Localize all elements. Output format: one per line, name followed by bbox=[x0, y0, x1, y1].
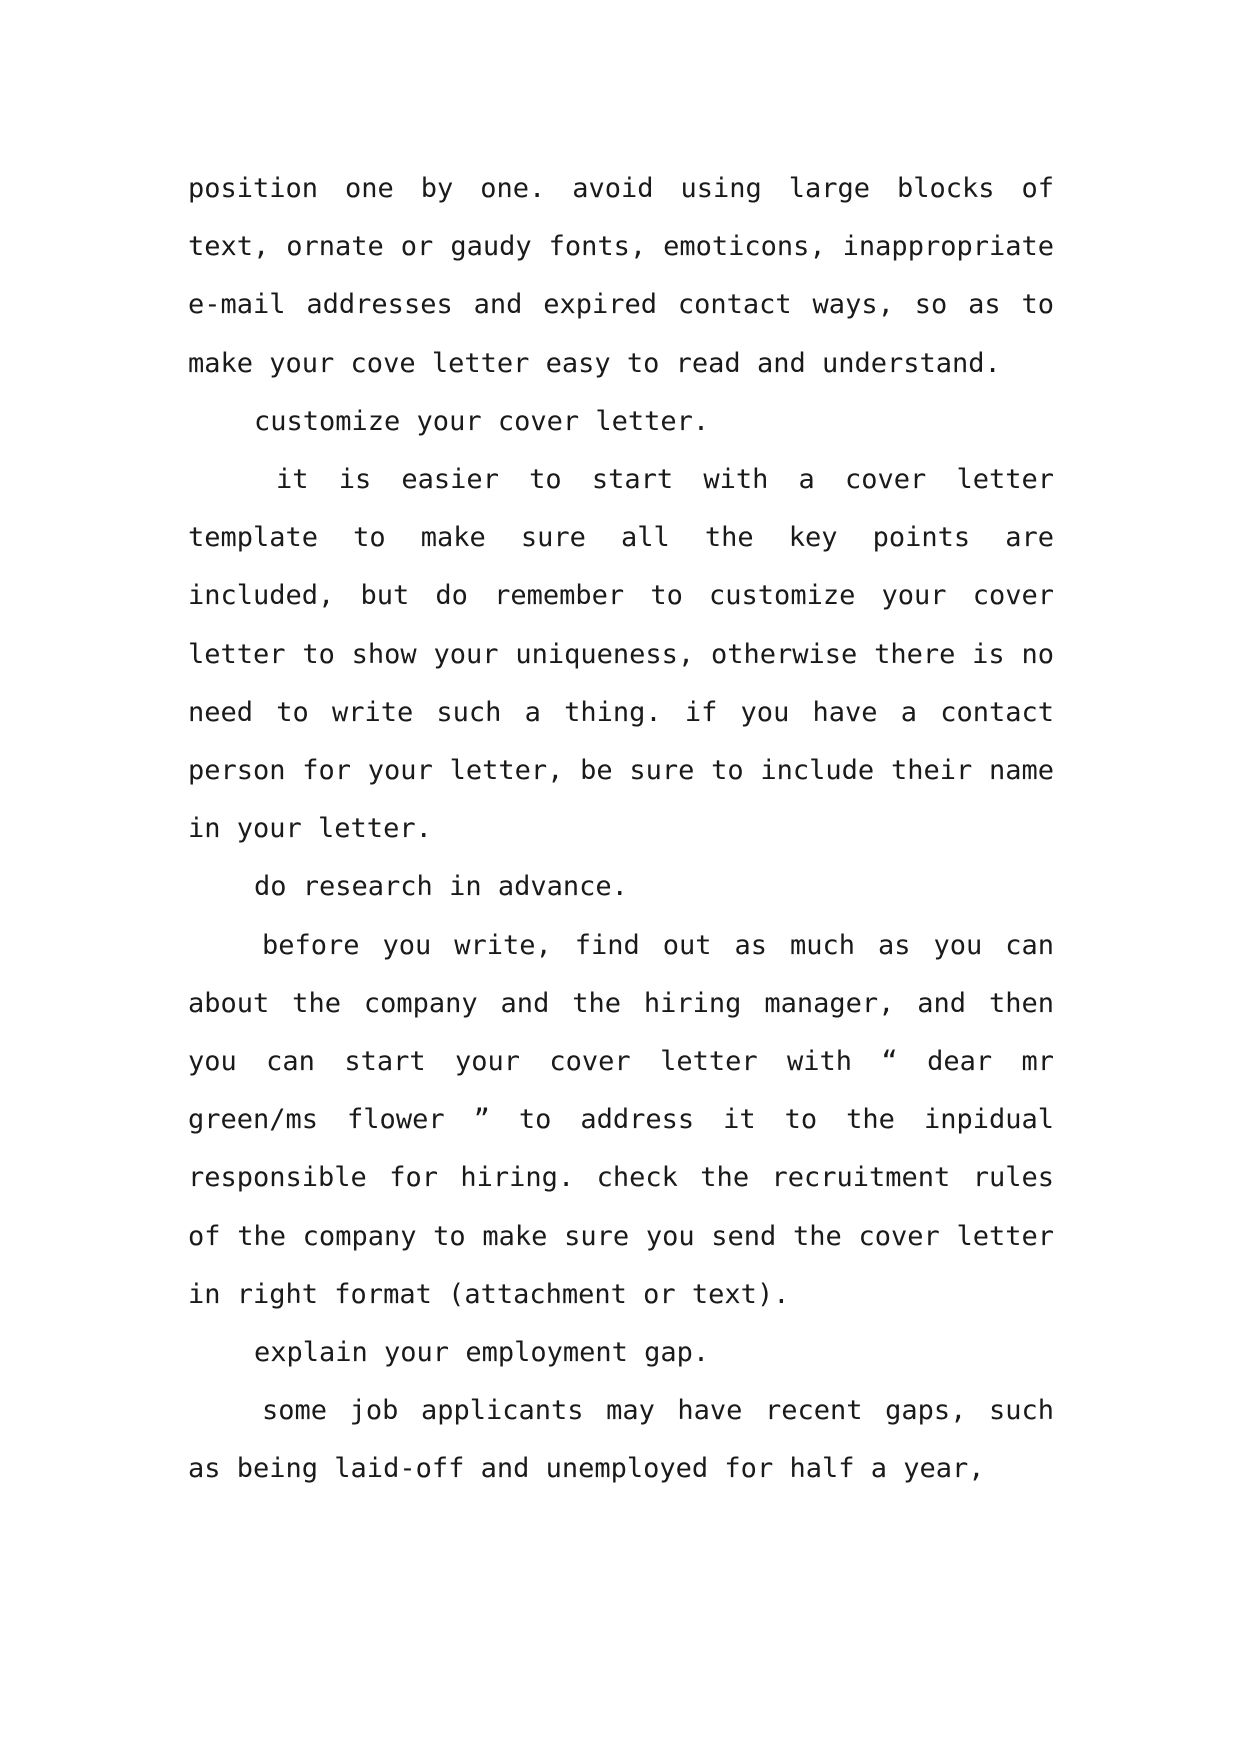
paragraph-customize-cover-letter: it is easier to start with a cover letter template to make sure all the key points are included, but do remember to customize your cover letter to show your uniqueness, otherwise there is no need to write such a thing. if you have a contact person for your letter, be sure to include their name in your letter. bbox=[188, 464, 1054, 845]
paragraph-do-research: before you write, find out as much as you can about the company and the hiring manager, and then you can start your cover letter with “ dear mr green/ms flower ” to address it to the inpidual responsible for hiring. check the recruitment rules of the company to make sure you send the cover letter in right format (attachment or text). bbox=[188, 929, 1054, 1310]
paragraph-employment-gap: some job applicants may have recent gaps, such as being laid-off and unemployed for half a year, bbox=[188, 1395, 1054, 1485]
paragraph-formatting-tips: position one by one. avoid using large blocks of text, ornate or gaudy fonts, emoticons, inappropriate e-mail addresses and expired contact ways, so as to make your cove letter easy to read and understand. bbox=[188, 173, 1054, 379]
document-body bbox=[188, 160, 1054, 1499]
heading-customize-cover-letter: customize your cover letter. bbox=[254, 405, 710, 437]
heading-do-research: do research in advance. bbox=[254, 871, 628, 903]
heading-employment-gap: explain your employment gap. bbox=[254, 1337, 710, 1369]
